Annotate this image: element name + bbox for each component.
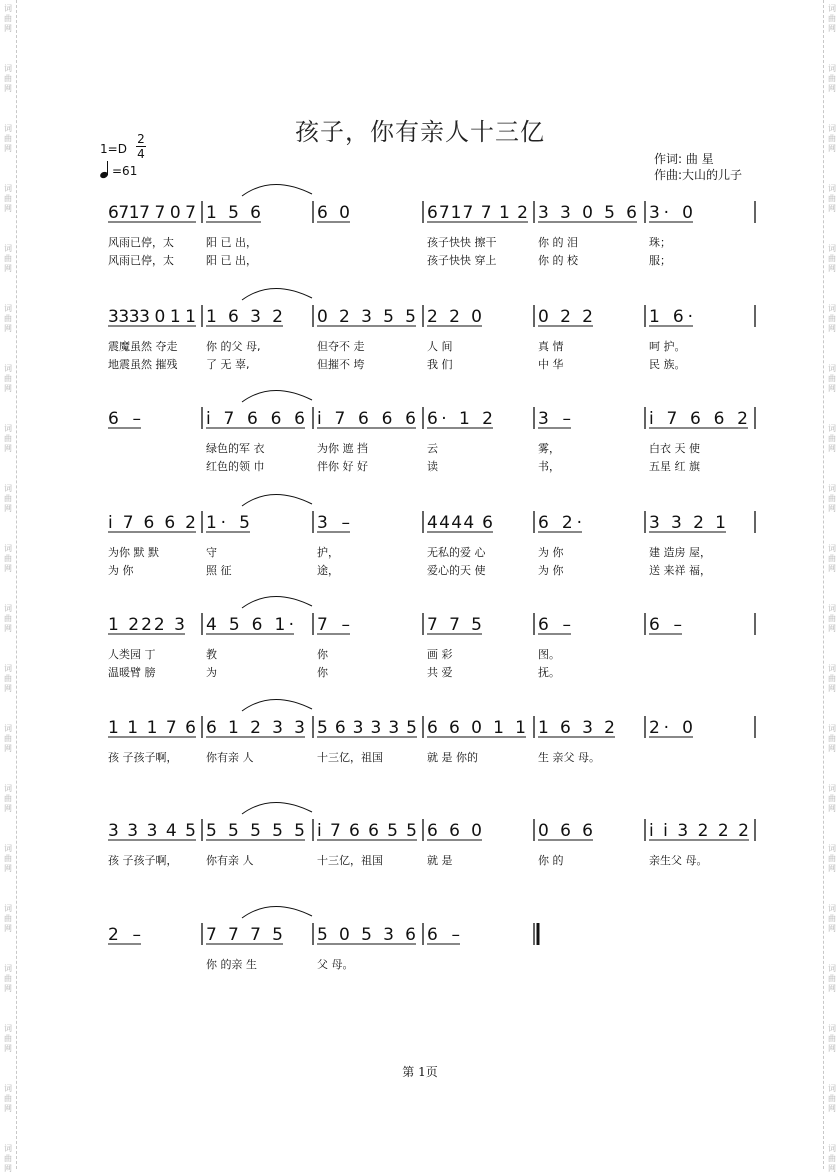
- lyric-verse-2: 照 征: [206, 564, 232, 577]
- lyric-verse-1: 雾，: [538, 442, 560, 455]
- watermark-text: 词 曲 网: [4, 844, 12, 873]
- measure-notes: 6 2·: [538, 513, 582, 533]
- watermark-text: 词 曲 网: [828, 424, 836, 453]
- lyric-verse-1: 孩 子孩子啊，: [108, 751, 178, 764]
- watermark-text: 词 曲 网: [828, 964, 836, 993]
- watermark-text: 词 曲 网: [4, 544, 12, 573]
- lyric-verse-1: 你 的父 母,: [206, 340, 261, 353]
- lyric-verse-1: 真 情: [538, 340, 564, 353]
- lyric-verse-1: 你 的 泪: [538, 236, 578, 249]
- lyric-verse-1: 你 的: [538, 854, 564, 867]
- lyric-verse-1: 护，: [317, 546, 339, 559]
- slur-mark: [242, 390, 312, 402]
- measure-notes: 6 1 2 3 3: [206, 718, 305, 738]
- lyric-verse-2: 为 你: [108, 564, 134, 577]
- lyric-verse-1: 守: [206, 546, 217, 559]
- lyric-verse-1: 绿色的军 衣: [206, 442, 265, 455]
- lyric-verse-1: 图。: [538, 648, 560, 661]
- measure-notes: 3 –: [317, 513, 350, 533]
- measure-notes: 6717 7 1 2: [427, 203, 528, 223]
- watermark-text: 词 曲 网: [4, 604, 12, 633]
- lyric-verse-1: 但夺不 走: [317, 340, 365, 353]
- slur-mark: [242, 699, 312, 711]
- lyric-verse-2: 民 族。: [649, 358, 686, 371]
- lyric-verse-2: 温暖臂 膀: [108, 666, 156, 679]
- watermark-text: 词 曲 网: [4, 64, 12, 93]
- lyric-verse-1: 为你 遮 挡: [317, 442, 368, 455]
- watermark-text: 词 曲 网: [828, 1144, 836, 1173]
- watermark-text: 词 曲 网: [828, 544, 836, 573]
- lyric-verse-2: 阳 已 出，: [206, 254, 257, 267]
- lyric-verse-1: 你: [317, 648, 328, 661]
- lyric-verse-2: 送 来祥 福，: [649, 564, 711, 577]
- lyric-verse-1: 父 母。: [317, 958, 354, 971]
- watermark-text: 词 曲 网: [4, 784, 12, 813]
- lyric-verse-1: 就 是: [427, 854, 453, 867]
- lyric-verse-2: 为 你: [538, 564, 564, 577]
- measure-notes: 1 5 6: [206, 203, 261, 223]
- watermark-text: 词 曲 网: [4, 184, 12, 213]
- watermark-text: 词 曲 网: [828, 364, 836, 393]
- page-number: 第 1页: [402, 1065, 438, 1079]
- lyric-verse-2: 书，: [538, 460, 560, 473]
- lyric-verse-1: 震魔虽然 夺走: [108, 340, 178, 353]
- measure-notes: 6 –: [427, 925, 460, 945]
- lyric-verse-2: 五星 红 旗: [649, 460, 700, 473]
- watermark-text: 词 曲 网: [828, 604, 836, 633]
- lyric-verse-2: 地震虽然 摧残: [108, 358, 178, 371]
- lyric-verse-1: 孩 子孩子啊，: [108, 854, 178, 867]
- measure-notes: 1 6 3 2: [538, 718, 615, 738]
- lyric-verse-1: 亲生父 母。: [649, 854, 708, 867]
- measure-notes: 6· 1 2: [427, 409, 493, 429]
- watermark-text: 词 曲 网: [828, 64, 836, 93]
- watermark-text: 词 曲 网: [828, 844, 836, 873]
- lyric-verse-2: 我 们: [427, 358, 453, 371]
- lyric-verse-2: 红色的领 巾: [206, 460, 265, 473]
- lyric-verse-2: 为: [206, 666, 217, 679]
- measure-notes: 6 –: [538, 615, 571, 635]
- time-signature-bottom: 4: [137, 147, 145, 161]
- lyric-verse-1: 风雨已停，太: [108, 236, 174, 249]
- measure-notes: 0 2 3 5 5: [317, 307, 416, 327]
- measure-notes: 6 –: [649, 615, 682, 635]
- measure-notes: 1 1 1 7 6: [108, 718, 196, 738]
- lyric-verse-2: 抚。: [538, 666, 560, 679]
- watermark-text: 词 曲 网: [828, 664, 836, 693]
- watermark-text: 词 曲 网: [4, 424, 12, 453]
- lyric-verse-1: 白衣 天 使: [649, 442, 700, 455]
- measure-notes: 5 6 3 3 3 5: [317, 718, 417, 738]
- measure-notes: 3 –: [538, 409, 571, 429]
- lyric-verse-1: 画 彩: [427, 648, 453, 661]
- watermark-text: 词 曲 网: [4, 1144, 12, 1173]
- lyric-verse-2: 你 的 校: [538, 254, 578, 267]
- measure-notes: i 7 6 6 2: [649, 409, 748, 429]
- lyric-verse-1: 教: [206, 648, 217, 661]
- lyric-verse-1: 阳 已 出，: [206, 236, 257, 249]
- watermark-text: 词 曲 网: [828, 784, 836, 813]
- watermark-text: 词 曲 网: [4, 124, 12, 153]
- watermark-text: 词 曲 网: [828, 484, 836, 513]
- slur-mark: [242, 494, 312, 506]
- watermark-text: 词 曲 网: [4, 1084, 12, 1113]
- lyric-verse-1: 十三亿，祖国: [317, 854, 383, 867]
- lyric-verse-2: 读: [427, 460, 438, 473]
- lyric-verse-1: 呵 护。: [649, 340, 686, 353]
- slur-mark: [242, 184, 312, 196]
- measure-notes: 6 6 0: [427, 821, 482, 841]
- slur-mark: [242, 288, 312, 300]
- lyric-verse-1: 你有亲 人: [206, 854, 254, 867]
- lyric-verse-2: 了 无 辜,: [206, 358, 250, 371]
- watermark-text: 词 曲 网: [4, 484, 12, 513]
- lyric-verse-2: 但摧不 垮: [317, 358, 365, 371]
- lyric-verse-2: 中 华: [538, 358, 564, 371]
- tempo-value: =61: [112, 164, 138, 178]
- slur-mark: [242, 802, 312, 814]
- measure-notes: 1· 5: [206, 513, 250, 533]
- lyric-verse-1: 十三亿，祖国: [317, 751, 383, 764]
- measure-notes: 1 6·: [649, 307, 693, 327]
- watermark-text: 词 曲 网: [4, 724, 12, 753]
- measure-notes: 5 5 5 5 5: [206, 821, 305, 841]
- measure-notes: 2 –: [108, 925, 141, 945]
- measure-notes: 5 0 5 3 6: [317, 925, 416, 945]
- measure-notes: i i 3 2 2 2: [649, 821, 749, 841]
- lyric-verse-2: 爱心的天 使: [427, 564, 486, 577]
- lyric-verse-1: 孩子快快 擦干: [427, 236, 497, 249]
- measure-notes: 3 3 0 5 6: [538, 203, 637, 223]
- lyric-verse-2: 伴你 好 好: [317, 460, 368, 473]
- measure-notes: 1 6 3 2: [206, 307, 283, 327]
- lyric-verse-1: 建 造房 屋，: [649, 546, 711, 559]
- watermark-text: 词 曲 网: [4, 244, 12, 273]
- measure-notes: i 7 6 6 6: [317, 409, 416, 429]
- watermark-text: 词 曲 网: [828, 244, 836, 273]
- measure-notes: 3 3 3 4 5: [108, 821, 196, 841]
- watermark-text: 词 曲 网: [4, 664, 12, 693]
- measure-notes: i 7 6 6 2: [108, 513, 196, 533]
- measure-notes: 3· 0: [649, 203, 693, 223]
- key-signature: 1=D: [100, 142, 127, 156]
- measure-notes: 6 –: [108, 409, 141, 429]
- watermark-text: 词 曲 网: [828, 4, 836, 33]
- lyric-verse-1: 就 是 你的: [427, 751, 478, 764]
- measure-notes: 0 2 2: [538, 307, 593, 327]
- lyric-verse-2: 服；: [649, 254, 671, 267]
- watermark-text: 词 曲 网: [828, 124, 836, 153]
- watermark-text: 词 曲 网: [4, 4, 12, 33]
- slur-mark: [242, 596, 312, 608]
- lyric-verse-1: 云: [427, 442, 438, 455]
- measure-notes: 2 2 0: [427, 307, 482, 327]
- watermark-text: 词 曲 网: [828, 724, 836, 753]
- measure-notes: 4 5 6 1·: [206, 615, 294, 635]
- measure-notes: 6 6 0 1 1: [427, 718, 526, 738]
- lyric-verse-1: 无私的爱 心: [427, 546, 486, 559]
- lyric-verse-1: 为 你: [538, 546, 564, 559]
- watermark-text: 词 曲 网: [4, 304, 12, 333]
- measure-notes: 7 –: [317, 615, 350, 635]
- lyric-verse-2: 你: [317, 666, 328, 679]
- measure-notes: 7 7 7 5: [206, 925, 283, 945]
- measure-notes: 7 7 5: [427, 615, 482, 635]
- watermark-text: 词 曲 网: [828, 1084, 836, 1113]
- measure-notes: i 7 6 6 6: [206, 409, 305, 429]
- lyric-verse-1: 你 的亲 生: [206, 958, 257, 971]
- watermark-text: 词 曲 网: [4, 1024, 12, 1053]
- song-title: 孩子，你有亲人十三亿: [295, 118, 545, 146]
- watermark-text: 词 曲 网: [828, 904, 836, 933]
- watermark-text: 词 曲 网: [828, 304, 836, 333]
- measure-notes: 4444 6: [427, 513, 493, 533]
- measure-notes: 3 3 2 1: [649, 513, 726, 533]
- measure-notes: 6 0: [317, 203, 350, 223]
- watermark-text: 词 曲 网: [828, 1024, 836, 1053]
- watermark-text: 词 曲 网: [4, 964, 12, 993]
- measure-notes: 3333 0 1 1: [108, 307, 196, 327]
- measure-notes: 6717 7 0 7: [108, 203, 196, 223]
- lyricist-credit: 作词: 曲 星: [654, 152, 714, 166]
- measure-notes: 0 6 6: [538, 821, 593, 841]
- lyric-verse-1: 人 间: [427, 340, 453, 353]
- measure-notes: i 7 6 6 5 5: [317, 821, 417, 841]
- lyric-verse-2: 风雨已停，太: [108, 254, 174, 267]
- measure-notes: 1 222 3: [108, 615, 185, 635]
- lyric-verse-1: 你有亲 人: [206, 751, 254, 764]
- lyric-verse-2: 共 爱: [427, 666, 453, 679]
- time-signature-top: 2: [137, 132, 145, 146]
- lyric-verse-1: 珠；: [649, 236, 671, 249]
- measure-notes: 2· 0: [649, 718, 693, 738]
- lyric-verse-1: 为你 默 默: [108, 546, 159, 559]
- watermark-text: 词 曲 网: [828, 184, 836, 213]
- lyric-verse-2: 孩子快快 穿上: [427, 254, 497, 267]
- lyric-verse-1: 人类园 丁: [108, 648, 156, 661]
- lyric-verse-1: 生 亲父 母。: [538, 751, 600, 764]
- lyric-verse-2: 途，: [317, 564, 339, 577]
- watermark-text: 词 曲 网: [4, 904, 12, 933]
- composer-credit: 作曲:大山的儿子: [654, 168, 743, 182]
- slur-mark: [242, 906, 312, 918]
- watermark-text: 词 曲 网: [4, 364, 12, 393]
